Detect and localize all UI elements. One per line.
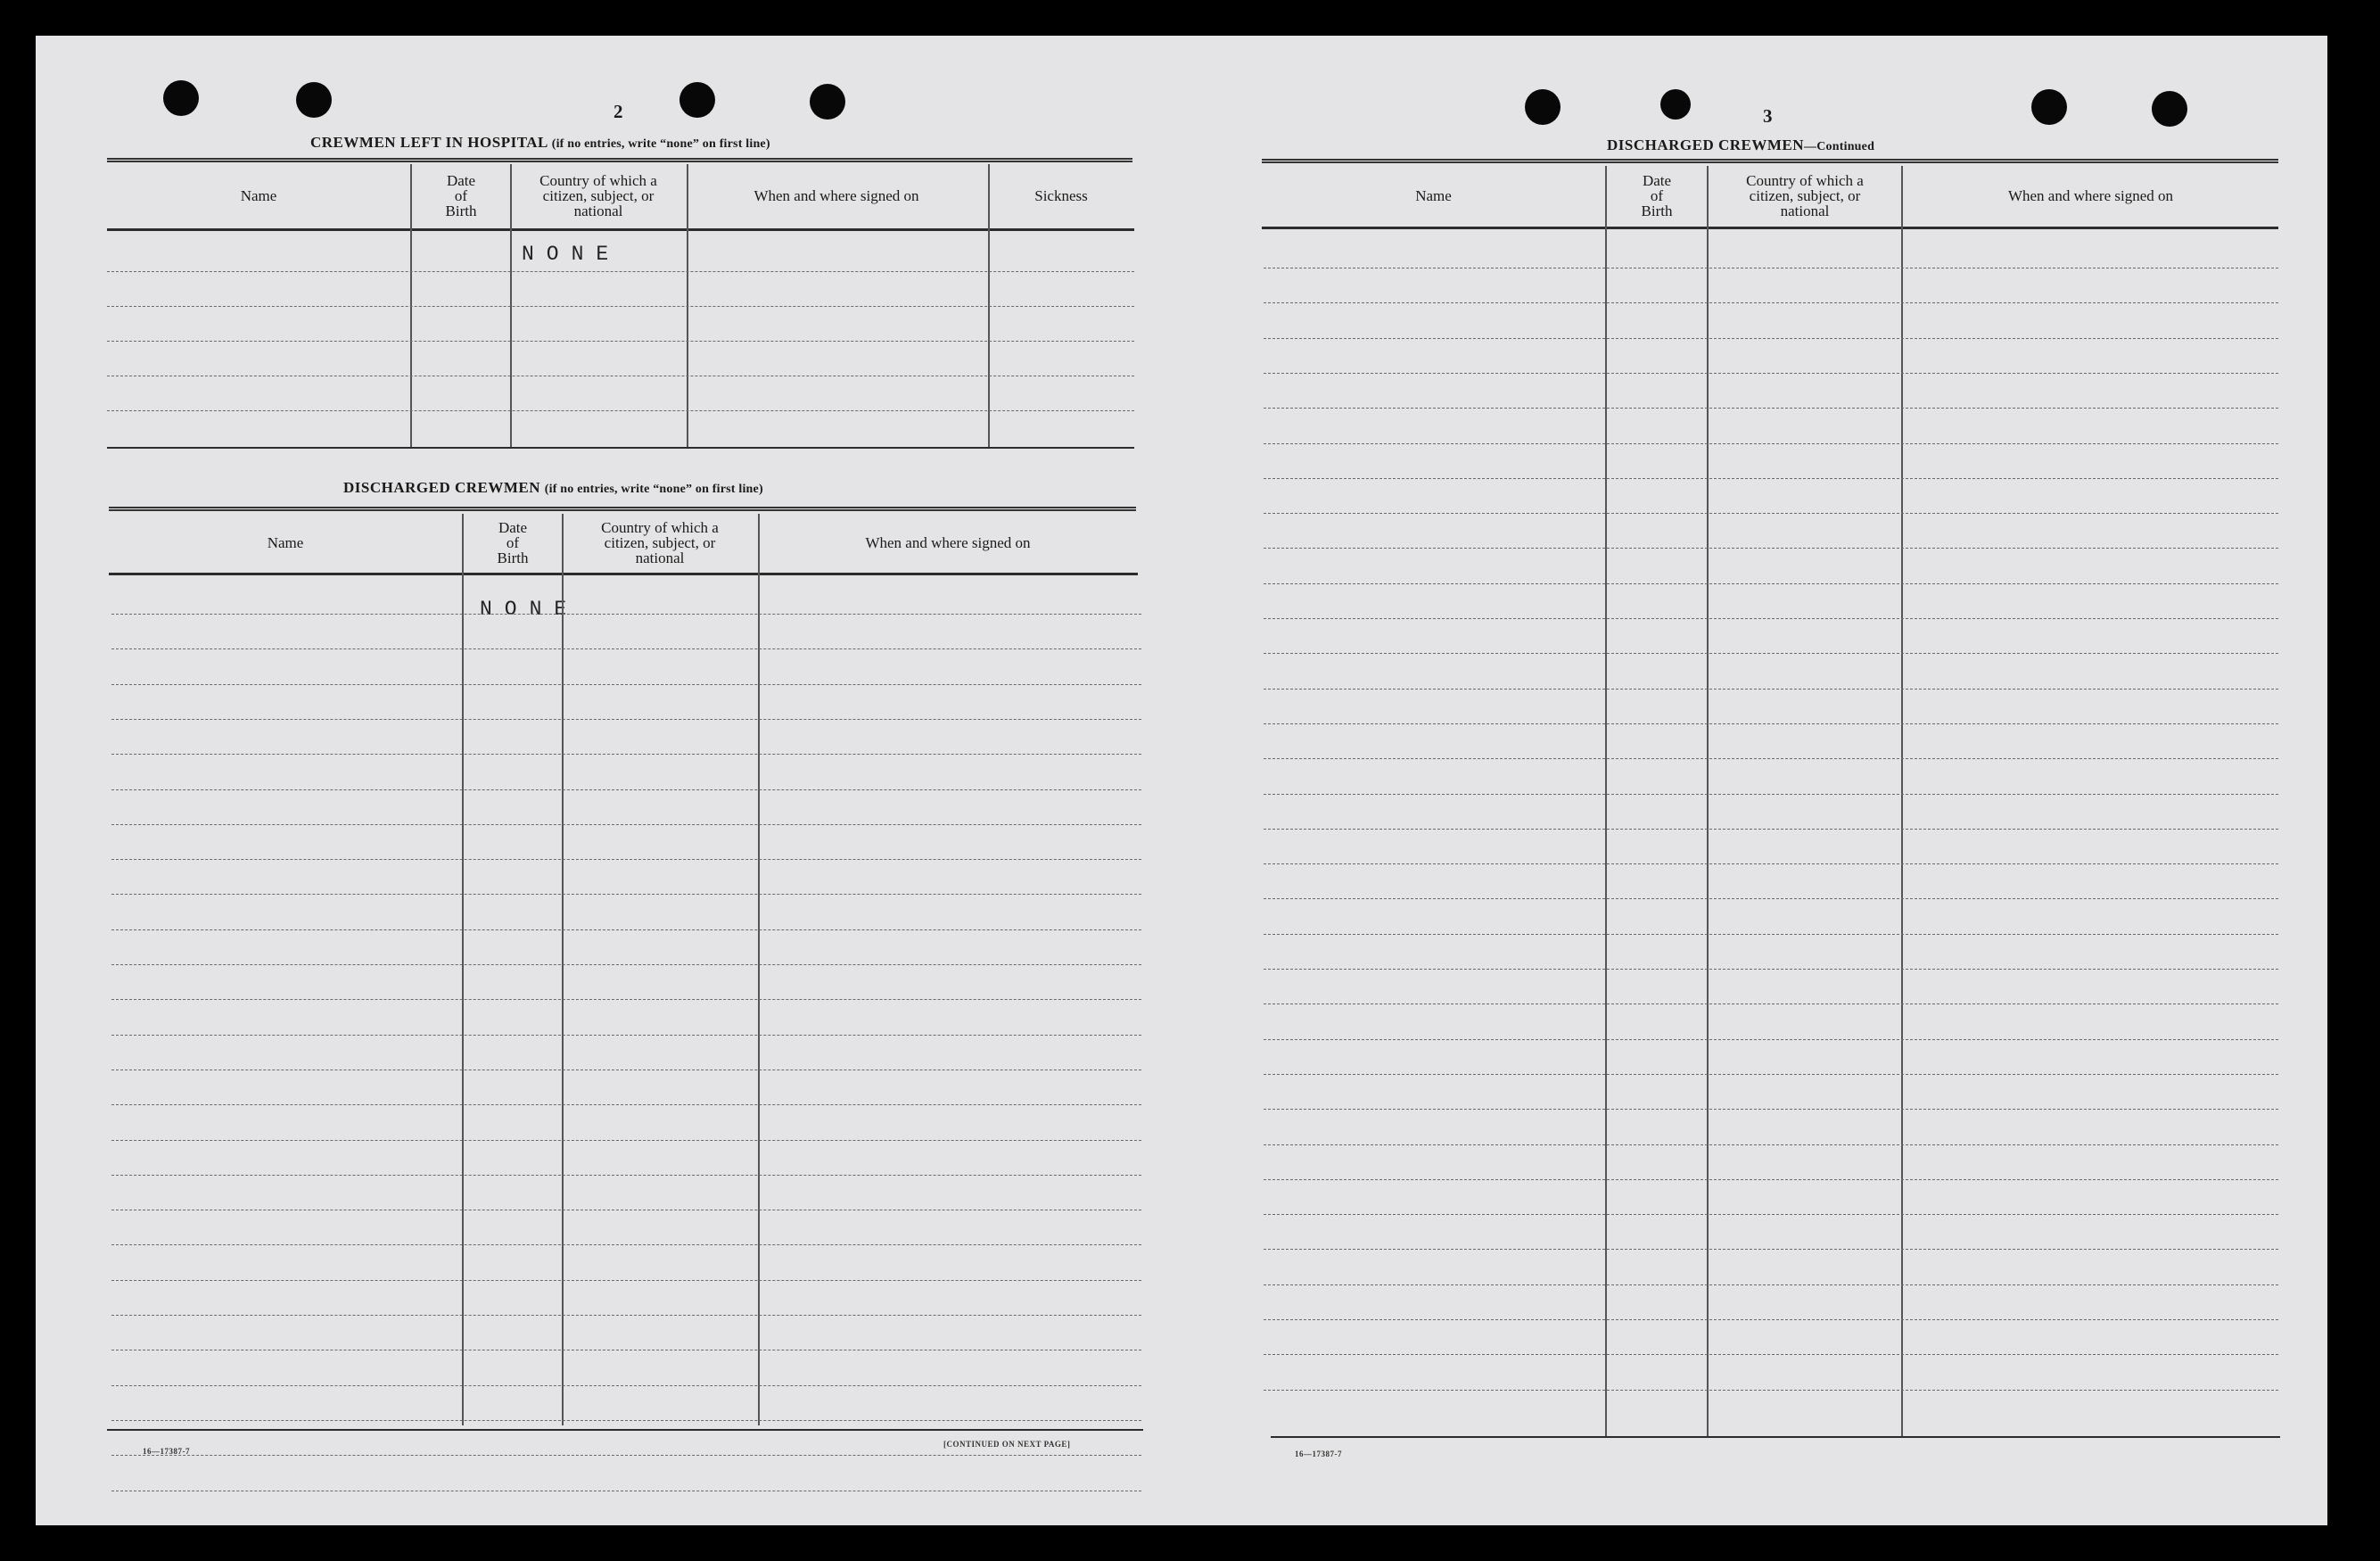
discharged-title-note: (if no entries, write “none” on first line) (544, 483, 763, 496)
punch-hole (1660, 89, 1691, 120)
entry-line (111, 1104, 1141, 1105)
entry-line (1264, 1179, 2278, 1180)
continued-title-text: DISCHARGED CREWMEN (1607, 136, 1805, 153)
entry-line (111, 1385, 1141, 1386)
section-bottom-rule (107, 447, 1134, 449)
column-header-label: Country of which a citizen, subject, or national (539, 171, 657, 219)
entry-line (1264, 653, 2278, 654)
discharged-continued-title (1607, 136, 1874, 154)
entry-line (1264, 443, 2278, 444)
hospital-section-title (310, 134, 770, 152)
entry-line (107, 306, 1134, 307)
entry-line (111, 754, 1141, 755)
top-rule (107, 158, 1132, 162)
discharged-title-text: DISCHARGED CREWMEN (343, 479, 541, 496)
continued-note: [CONTINUED ON NEXT PAGE] (943, 1440, 1071, 1449)
entry-line (1264, 1039, 2278, 1040)
page-number: 2 (614, 101, 623, 122)
entry-line (107, 271, 1134, 272)
entry-line (111, 1140, 1141, 1141)
entry-line (1264, 1354, 2278, 1355)
entry-line (111, 1315, 1141, 1316)
entry-line (1264, 1319, 2278, 1320)
hospital-title-text: CREWMEN LEFT IN HOSPITAL (310, 134, 548, 151)
entry-line (1264, 373, 2278, 374)
page-number: 3 (1763, 105, 1773, 127)
bottom-rule (107, 1429, 1143, 1431)
entry-line (1264, 408, 2278, 409)
punch-hole (679, 82, 715, 118)
entry-line (1264, 689, 2278, 690)
entry-line (111, 1455, 1141, 1456)
punch-hole (296, 82, 332, 118)
entry-line (107, 341, 1134, 342)
entry-line (111, 1244, 1141, 1245)
entry-line (1264, 478, 2278, 479)
column-header (107, 164, 410, 227)
entry-line (111, 684, 1141, 685)
entry-line (111, 648, 1141, 649)
entry-line (1264, 1284, 2278, 1285)
header-rule (107, 228, 1134, 231)
column-divider (562, 514, 564, 1425)
column-header (412, 164, 510, 227)
column-header-label: Name (240, 186, 277, 204)
entry-line (111, 824, 1141, 825)
column-header-label: Country of which a citizen, subject, or national (1746, 171, 1864, 219)
punch-hole (810, 84, 845, 120)
entry-line (111, 1175, 1141, 1176)
column-divider (1707, 166, 1709, 1436)
entry-line (1264, 1249, 2278, 1250)
continued-title-suffix: —Continued (1804, 140, 1875, 153)
entry-line (1264, 1074, 2278, 1075)
entry-line (111, 894, 1141, 895)
form-number: 16—17387-7 (1295, 1450, 1342, 1458)
entry-line (111, 999, 1141, 1000)
column-header-label: When and where signed on (2007, 186, 2174, 204)
header-rule (1262, 227, 2278, 229)
entry-line (1264, 548, 2278, 549)
entry-line (1264, 898, 2278, 899)
column-header (512, 164, 685, 227)
column-header (1607, 166, 1707, 225)
entry-line (1264, 723, 2278, 724)
column-header (1903, 166, 2278, 225)
entry-line (111, 859, 1141, 860)
form-number: 16—17387-7 (143, 1447, 190, 1456)
entry-line (111, 929, 1141, 930)
column-divider (462, 514, 464, 1425)
top-rule (1262, 159, 2278, 163)
column-header (687, 164, 986, 227)
entry-line (111, 719, 1141, 720)
punch-hole (163, 80, 199, 116)
entry-line (1264, 969, 2278, 970)
column-header-label: Date of Birth (497, 518, 529, 566)
entry-line (1264, 758, 2278, 759)
entry-line (1264, 338, 2278, 339)
entry-line (1264, 1144, 2278, 1145)
entry-line (1264, 863, 2278, 864)
entry-line (1264, 829, 2278, 830)
entry-line (1264, 794, 2278, 795)
entry-line (1264, 1390, 2278, 1391)
column-header (1709, 166, 1901, 225)
entry-line (1264, 618, 2278, 619)
entry-line (1264, 1109, 2278, 1110)
column-header-label: Date of Birth (1641, 171, 1673, 219)
column-header (988, 164, 1134, 227)
entry-line (1264, 1214, 2278, 1215)
header-rule (109, 573, 1138, 575)
column-header (564, 514, 756, 571)
entry-line (1264, 583, 2278, 584)
entry-line (1264, 513, 2278, 514)
bottom-rule (1271, 1436, 2280, 1438)
entry-line (1264, 934, 2278, 935)
punch-hole (1525, 89, 1561, 125)
form-sheet (36, 36, 2327, 1525)
entry-line (107, 410, 1134, 411)
hospital-title-note: (if no entries, write “none” on first line) (551, 137, 770, 151)
entry-line (1264, 302, 2278, 303)
column-header (464, 514, 562, 571)
column-header-label: Name (267, 533, 304, 551)
column-divider (758, 514, 760, 1425)
entry-line (111, 1420, 1141, 1421)
column-header (1262, 166, 1605, 225)
entry-line (111, 614, 1141, 615)
column-header-label: Country of which a citizen, subject, or national (601, 518, 719, 566)
punch-hole (2031, 89, 2067, 125)
column-header (758, 514, 1138, 571)
column-header-label: Sickness (1034, 186, 1088, 204)
top-rule (109, 507, 1136, 511)
entry-line (111, 1035, 1141, 1036)
column-divider (1901, 166, 1903, 1436)
entry-line (111, 964, 1141, 965)
column-header (109, 514, 462, 571)
entry-line (111, 789, 1141, 790)
discharged-section-title (343, 479, 763, 497)
column-header-label: When and where signed on (865, 533, 1031, 551)
column-header-label: Date of Birth (445, 171, 477, 219)
discharged-entry: NONE (480, 598, 580, 621)
column-header-label: When and where signed on (754, 186, 919, 204)
entry-line (111, 1280, 1141, 1281)
hospital-entry: NONE (522, 243, 622, 266)
punch-hole (2152, 91, 2187, 127)
column-header-label: Name (1415, 186, 1452, 204)
column-divider (1605, 166, 1607, 1436)
